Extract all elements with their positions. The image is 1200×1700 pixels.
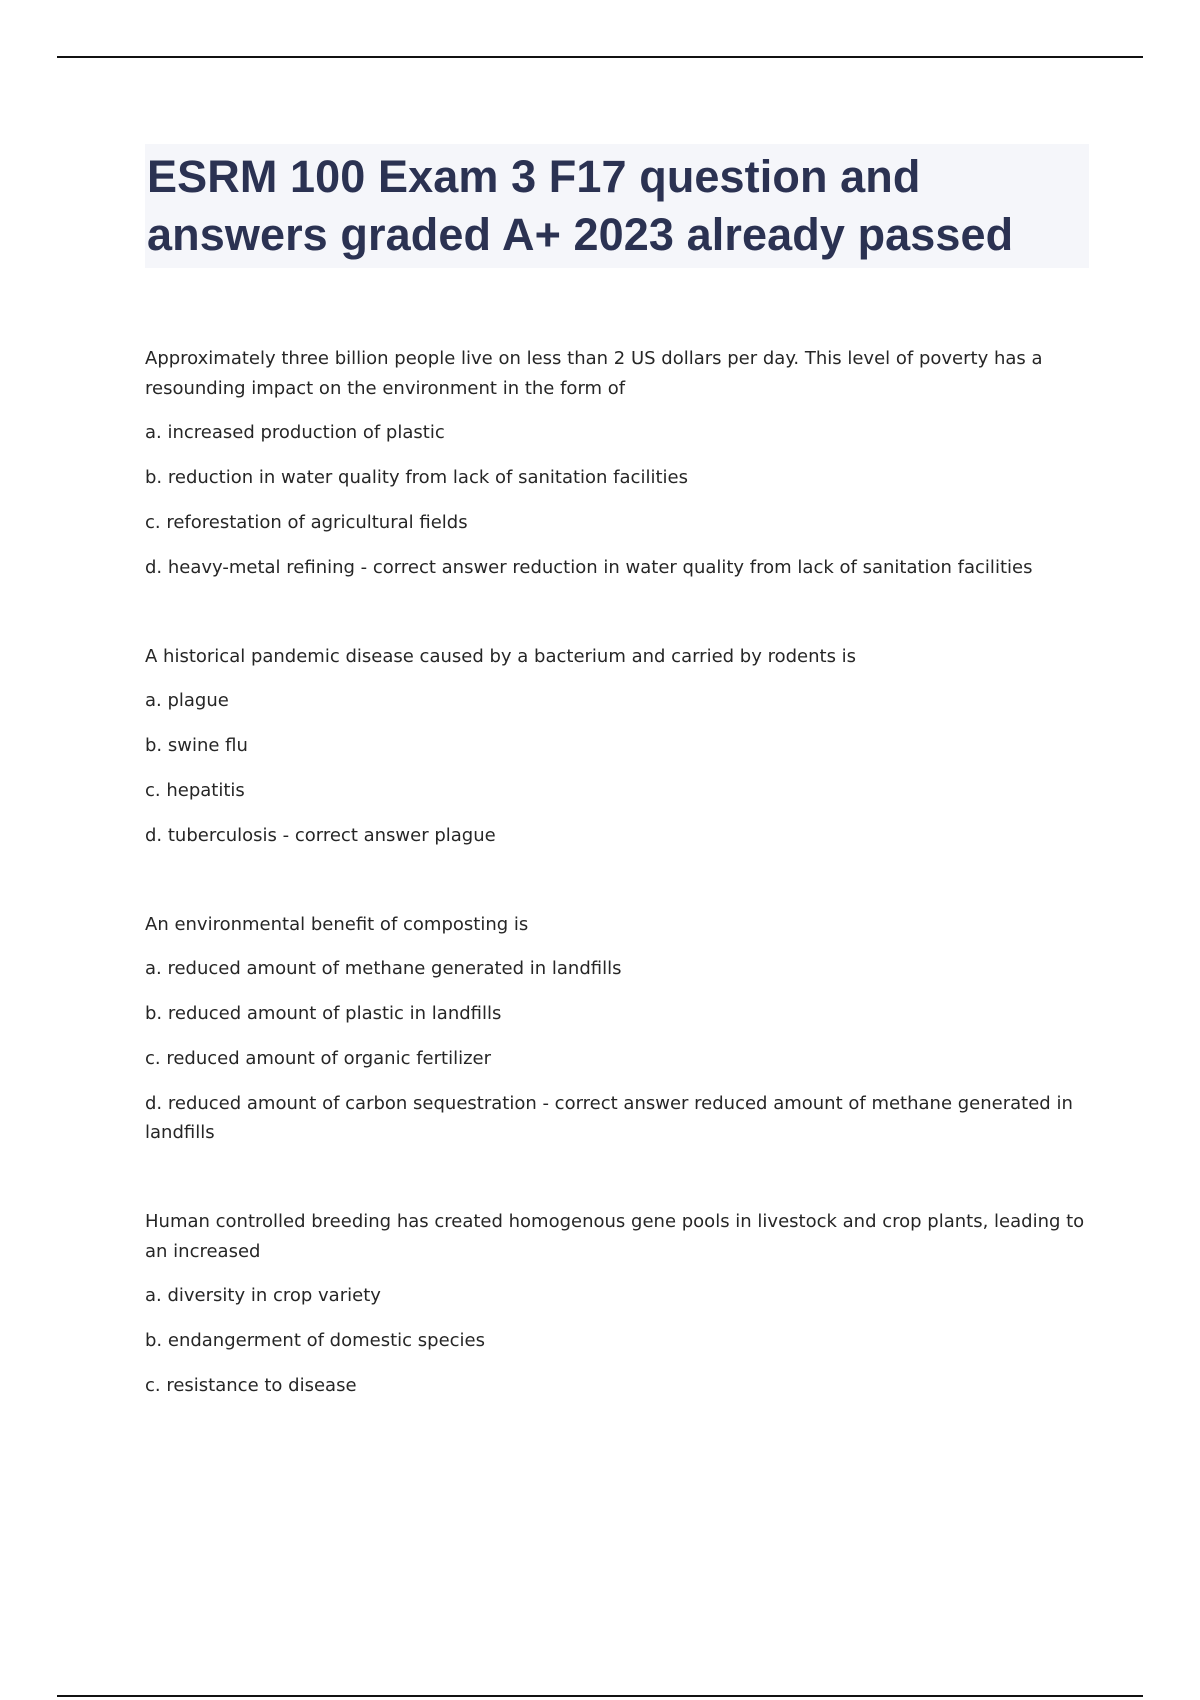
- option-c: c. reduced amount of organic fertilizer: [145, 1048, 491, 1069]
- option-a: a. diversity in crop variety: [145, 1285, 381, 1306]
- question-2: [145, 642, 1085, 850]
- footer-rule: [57, 1695, 1143, 1697]
- question-1: [145, 344, 1085, 582]
- option-a: a. increased production of plastic: [145, 422, 445, 443]
- question-list: [145, 344, 1085, 1460]
- question-text: A historical pandemic disease caused by a bacterium and carried by rodents is: [145, 646, 857, 667]
- document-title: ESRM 100 Exam 3 F17 question and answers graded A+ 2023 already passed: [147, 151, 1014, 260]
- option-d-with-answer: d. tuberculosis - correct answer plague: [145, 825, 496, 846]
- option-b: b. reduced amount of plastic in landfills: [145, 1003, 502, 1024]
- option-c: c. reforestation of agricultural fields: [145, 512, 468, 533]
- option-b: b. swine flu: [145, 735, 248, 756]
- question-text: Human controlled breeding has created homogenous gene pools in livestock and crop plants, leading to an increased: [145, 1211, 1085, 1262]
- question-4: [145, 1207, 1085, 1400]
- option-b: b. endangerment of domestic species: [145, 1330, 485, 1351]
- option-b: b. reduction in water quality from lack of sanitation facilities: [145, 467, 688, 488]
- question-text: Approximately three billion people live on less than 2 US dollars per day. This level of poverty has a resounding impact on the environment in the form of: [145, 348, 1043, 399]
- option-d-with-answer: d. reduced amount of carbon sequestration - correct answer reduced amount of methane generated in landfills: [145, 1093, 1073, 1143]
- option-a: a. plague: [145, 690, 229, 711]
- option-c: c. resistance to disease: [145, 1375, 357, 1396]
- question-3: [145, 910, 1085, 1147]
- title-block: [145, 144, 1089, 268]
- question-text: An environmental benefit of composting is: [145, 914, 529, 935]
- header-rule: [57, 56, 1143, 58]
- option-c: c. hepatitis: [145, 780, 245, 801]
- option-d-with-answer: d. heavy-metal refining - correct answer reduction in water quality from lack of sanitation facilities: [145, 557, 1033, 578]
- option-a: a. reduced amount of methane generated in landfills: [145, 958, 622, 979]
